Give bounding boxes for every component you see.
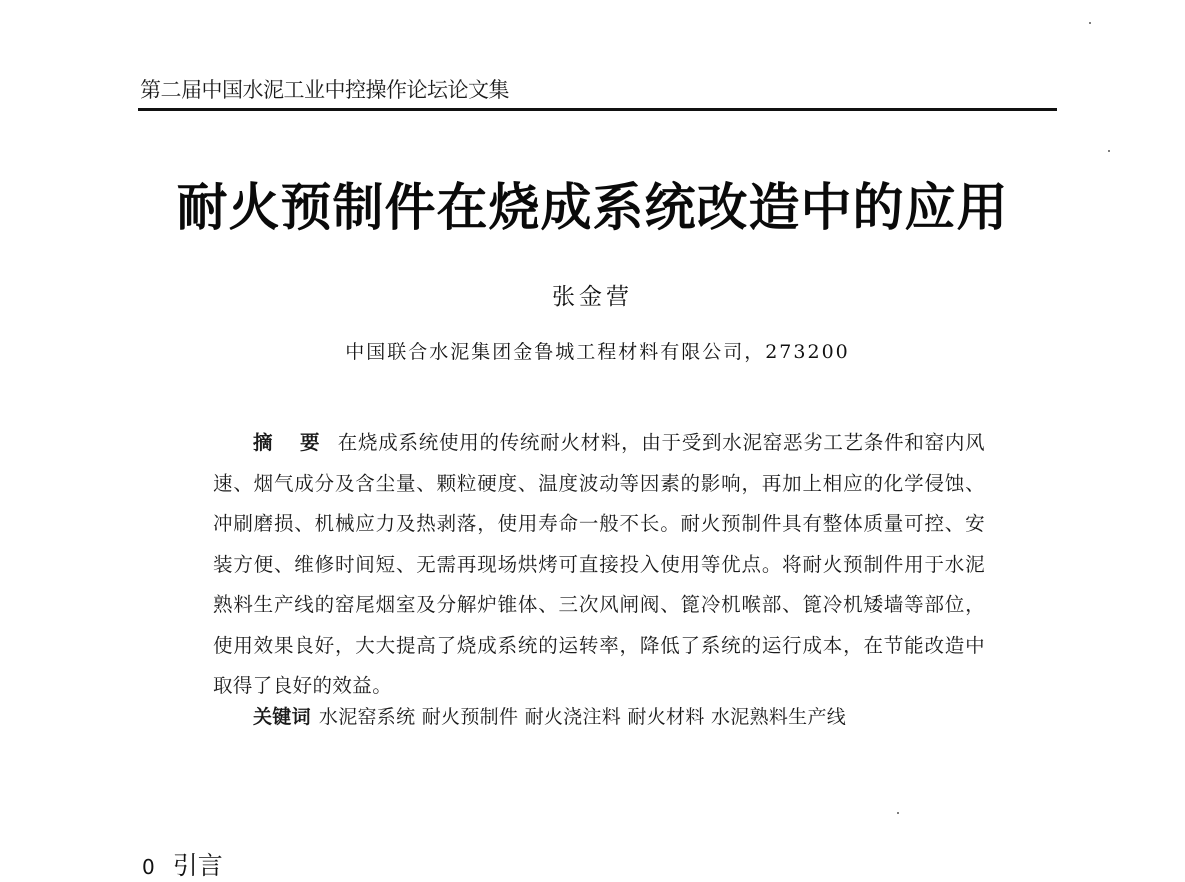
author-name: 张金营 [552,284,633,310]
abstract [213,423,985,707]
section-title: 引言 [172,851,223,880]
scan-speck [897,812,899,814]
author-affiliation: 中国联合水泥集团金鲁城工程材料有限公司，273200 [345,341,850,363]
keywords-text: 水泥窑系统 耐火预制件 耐火浇注料 耐火材料 水泥熟料生产线 [318,706,847,728]
abstract-text: 在烧成系统使用的传统耐火材料，由于受到水泥窑恶劣工艺条件和窑内风速、烟气成分及含尘量、颗粒硬度、温度波动等因素的影响，再加上相应的化学侵蚀、冲刷磨损、机械应力及热剥落，使用寿命一般不长。耐火预制件具有整体质量可控、安装方便、维修时间短、无需再现场烘烤可直接投入使用等优点。将耐火预制件用于水泥熟料生产线的窑尾烟室及分解炉锥体、三次风闸阀、篦冷机喉部、篦冷机矮墙等部位，使用效果良好，大大提高了烧成系统的运转率，降低了系统的运行成本，在节能改造中取得了良好的效益。 [213,431,985,697]
keywords [253,702,993,729]
scan-speck [1089,22,1091,24]
section-heading [142,846,223,882]
keywords-label: 关键词 [253,706,311,728]
section-number: 0 [142,855,155,879]
running-header: 第二届中国水泥工业中控操作论坛论文集 [140,78,509,102]
paper-title: 耐火预制件在烧成系统改造中的应用 [176,178,1009,238]
abstract-label: 摘 要 [253,431,330,454]
scan-speck [1108,150,1110,152]
header-rule [138,108,1057,111]
